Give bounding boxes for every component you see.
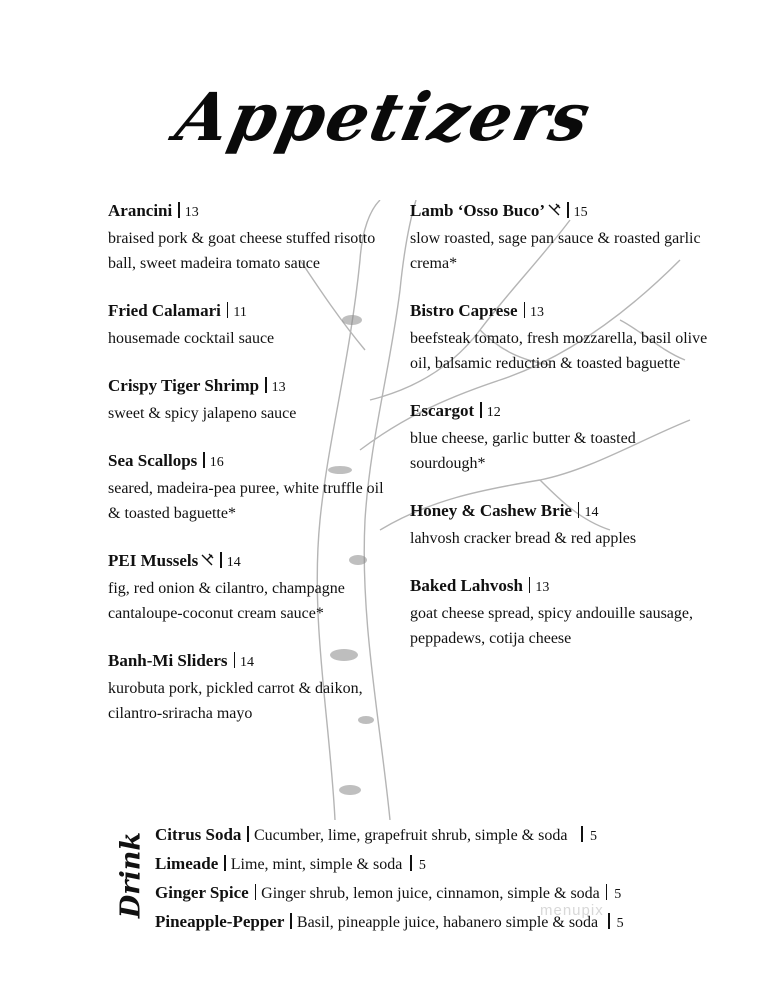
menu-item (108, 548, 398, 626)
item-name: Escargot (410, 401, 475, 420)
drink-description: Cucumber, lime, grapefruit shrub, simple & soda (253, 827, 568, 844)
item-name: PEI Mussels (108, 551, 199, 570)
item-description: sweet & spicy jalapeno sauce (108, 405, 297, 422)
item-description: beefsteak tomato, fresh mozzarella, basil olive oil, balsamic reduction & toasted baguette (410, 330, 708, 372)
drink-description: Basil, pineapple juice, habanero simple & soda (296, 914, 599, 931)
right-menu-column (410, 198, 710, 673)
item-price: 13 (184, 205, 199, 220)
item-name: Honey & Cashew Brie (410, 501, 572, 520)
item-name: Fried Calamari (108, 301, 221, 320)
item-price: 14 (240, 655, 254, 670)
drink-section-label (112, 825, 150, 925)
item-price: 13 (535, 580, 550, 595)
drink-description: Lime, mint, simple & soda (230, 856, 403, 873)
item-description: seared, madeira-pea puree, white truffle oil & toasted baguette* (108, 480, 384, 522)
menu-item (108, 373, 398, 426)
gluten-free-fork-icon (200, 553, 214, 567)
drink-item (155, 821, 755, 850)
item-name: Sea Scallops (108, 451, 198, 470)
item-name: Baked Lahvosh (410, 576, 523, 595)
drink-description: Ginger shrub, lemon juice, cinnamon, simple & soda (261, 885, 600, 902)
item-price: 13 (530, 305, 545, 320)
item-description: housemade cocktail sauce (108, 330, 275, 347)
drink-item (155, 908, 755, 937)
drink-item (155, 850, 755, 879)
item-description: lahvosh cracker bread & red apples (410, 530, 637, 547)
menu-item (410, 498, 710, 551)
item-price: 16 (209, 455, 224, 470)
item-description: blue cheese, garlic butter & toasted sourdough* (410, 430, 636, 472)
item-description: braised pork & goat cheese stuffed risotto ball, sweet madeira tomato sauce (108, 230, 376, 272)
drink-price: 5 (418, 858, 426, 873)
item-name: Lamb ‘Osso Buco’ (410, 201, 546, 220)
drink-name: Limeade (155, 854, 219, 873)
item-name: Bistro Caprese (410, 301, 518, 320)
page-title: Appetizers (169, 78, 599, 156)
drink-price: 5 (614, 887, 622, 902)
item-description: slow roasted, sage pan sauce & roasted garlic crema* (410, 230, 701, 272)
menu-item (108, 198, 398, 276)
drink-name: Ginger Spice (155, 883, 249, 902)
menu-item (410, 298, 710, 376)
item-name: Crispy Tiger Shrimp (108, 376, 260, 395)
drink-name: Citrus Soda (155, 825, 242, 844)
item-description: kurobuta pork, pickled carrot & daikon, cilantro-sriracha mayo (108, 680, 363, 722)
drink-price: 5 (616, 916, 624, 931)
left-menu-column (108, 198, 398, 748)
item-price: 12 (486, 405, 501, 420)
item-price: 15 (573, 205, 588, 220)
item-description: goat cheese spread, spicy andouille sausage, peppadews, cotija cheese (410, 605, 694, 647)
drink-price: 5 (589, 829, 597, 844)
item-name: Arancini (108, 201, 173, 220)
item-price: 14 (226, 555, 241, 570)
item-price: 14 (584, 505, 599, 520)
drink-list (155, 821, 755, 937)
item-price: 11 (233, 305, 247, 320)
item-description: fig, red onion & cilantro, champagne cantaloupe-coconut cream sauce* (108, 580, 345, 622)
menu-item (410, 198, 710, 276)
menu-item (410, 573, 710, 651)
menu-item (108, 448, 398, 526)
menu-item (410, 398, 710, 476)
drink-item (155, 879, 755, 908)
drink-label-text: Drink (115, 831, 147, 919)
item-price: 13 (271, 380, 286, 395)
menu-item (108, 648, 398, 726)
drink-name: Pineapple-Pepper (155, 912, 285, 931)
gluten-free-fork-icon (547, 203, 561, 217)
item-name: Banh-Mi Sliders (108, 651, 228, 670)
watermark-text: menupix (540, 902, 604, 919)
menu-item (108, 298, 398, 351)
